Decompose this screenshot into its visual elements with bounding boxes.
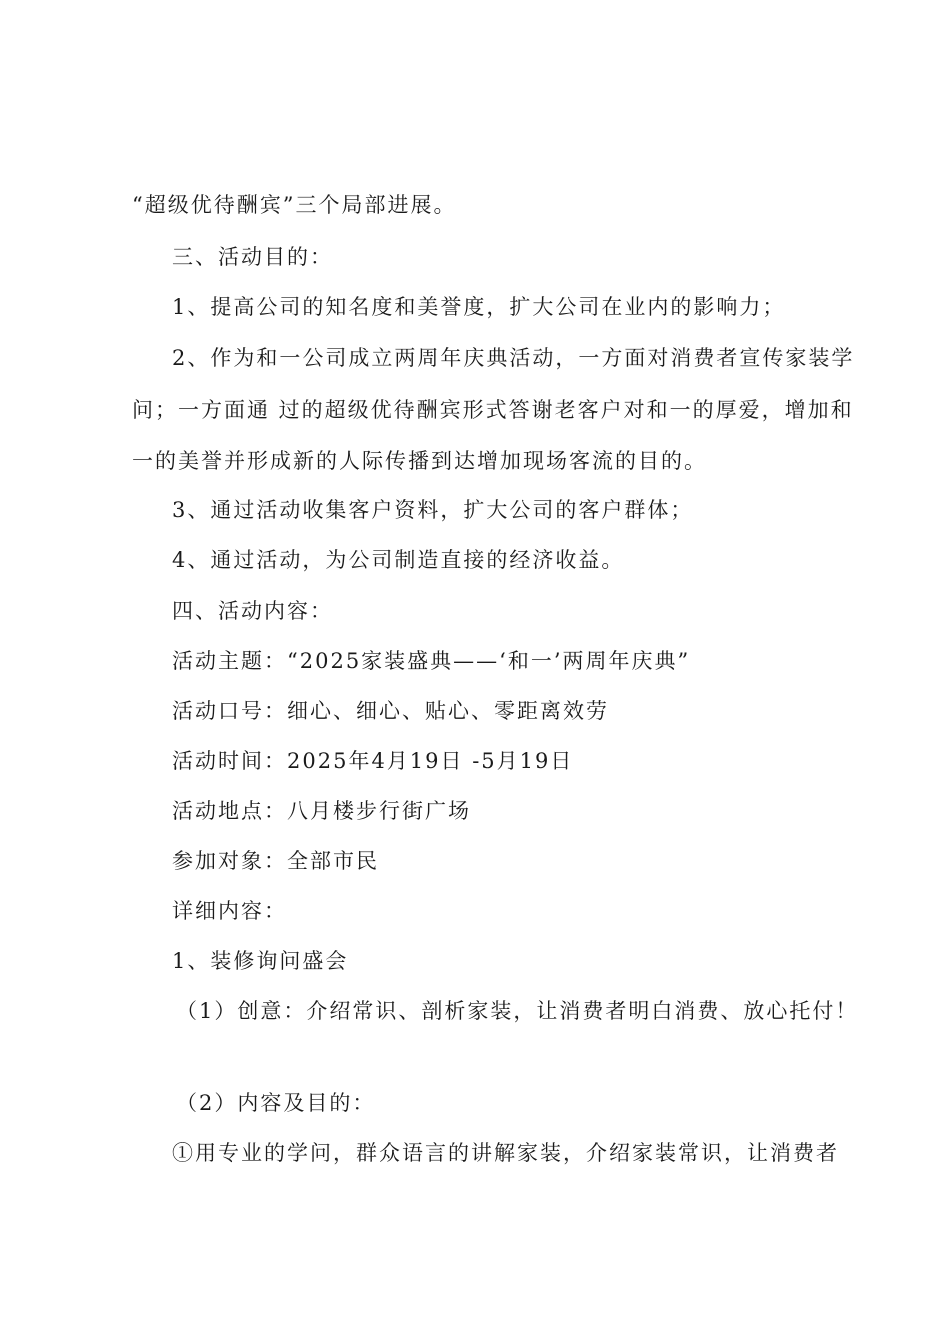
paragraph-line: ①用专业的学问，群众语言的讲解家装，介绍家装常识，让消费者 [172, 1141, 839, 1165]
paragraph-line: 1、提高公司的知名度和美誉度，扩大公司在业内的影响力； [172, 295, 786, 319]
paragraph-line: （1）创意：介绍常识、剖析家装，让消费者明白消费、放心托付！ [176, 999, 859, 1023]
paragraph-line: “超级优待酬宾”三个局部进展。 [132, 193, 457, 217]
section-heading: 三、活动目的： [172, 245, 333, 269]
paragraph-line: 2、作为和一公司成立两周年庆典活动，一方面对消费者宣传家装学 [172, 346, 855, 370]
paragraph-line: （2）内容及目的： [176, 1091, 376, 1115]
paragraph-line: 问；一方面通 过的超级优待酬宾形式答谢老客户对和一的厚爱，增加和 [132, 398, 854, 422]
paragraph-line: 活动主题：“2025家装盛典——‘和一’两周年庆典” [172, 649, 691, 673]
paragraph-line: 一的美誉并形成新的人际传播到达增加现场客流的目的。 [132, 449, 707, 473]
paragraph-line: 1、装修询问盛会 [172, 949, 349, 973]
paragraph-line: 详细内容： [172, 899, 287, 923]
paragraph-line: 4、通过活动，为公司制造直接的经济收益。 [172, 548, 625, 572]
section-heading: 四、活动内容： [172, 599, 333, 623]
paragraph-line: 活动口号：细心、细心、贴心、零距离效劳 [172, 699, 609, 723]
paragraph-line: 3、通过活动收集客户资料，扩大公司的客户群体； [172, 498, 694, 522]
paragraph-line: 参加对象：全部市民 [172, 849, 379, 873]
paragraph-line: 活动时间：2025年4月19日 -5月19日 [172, 749, 574, 773]
paragraph-line: 活动地点：八月楼步行街广场 [172, 799, 471, 823]
